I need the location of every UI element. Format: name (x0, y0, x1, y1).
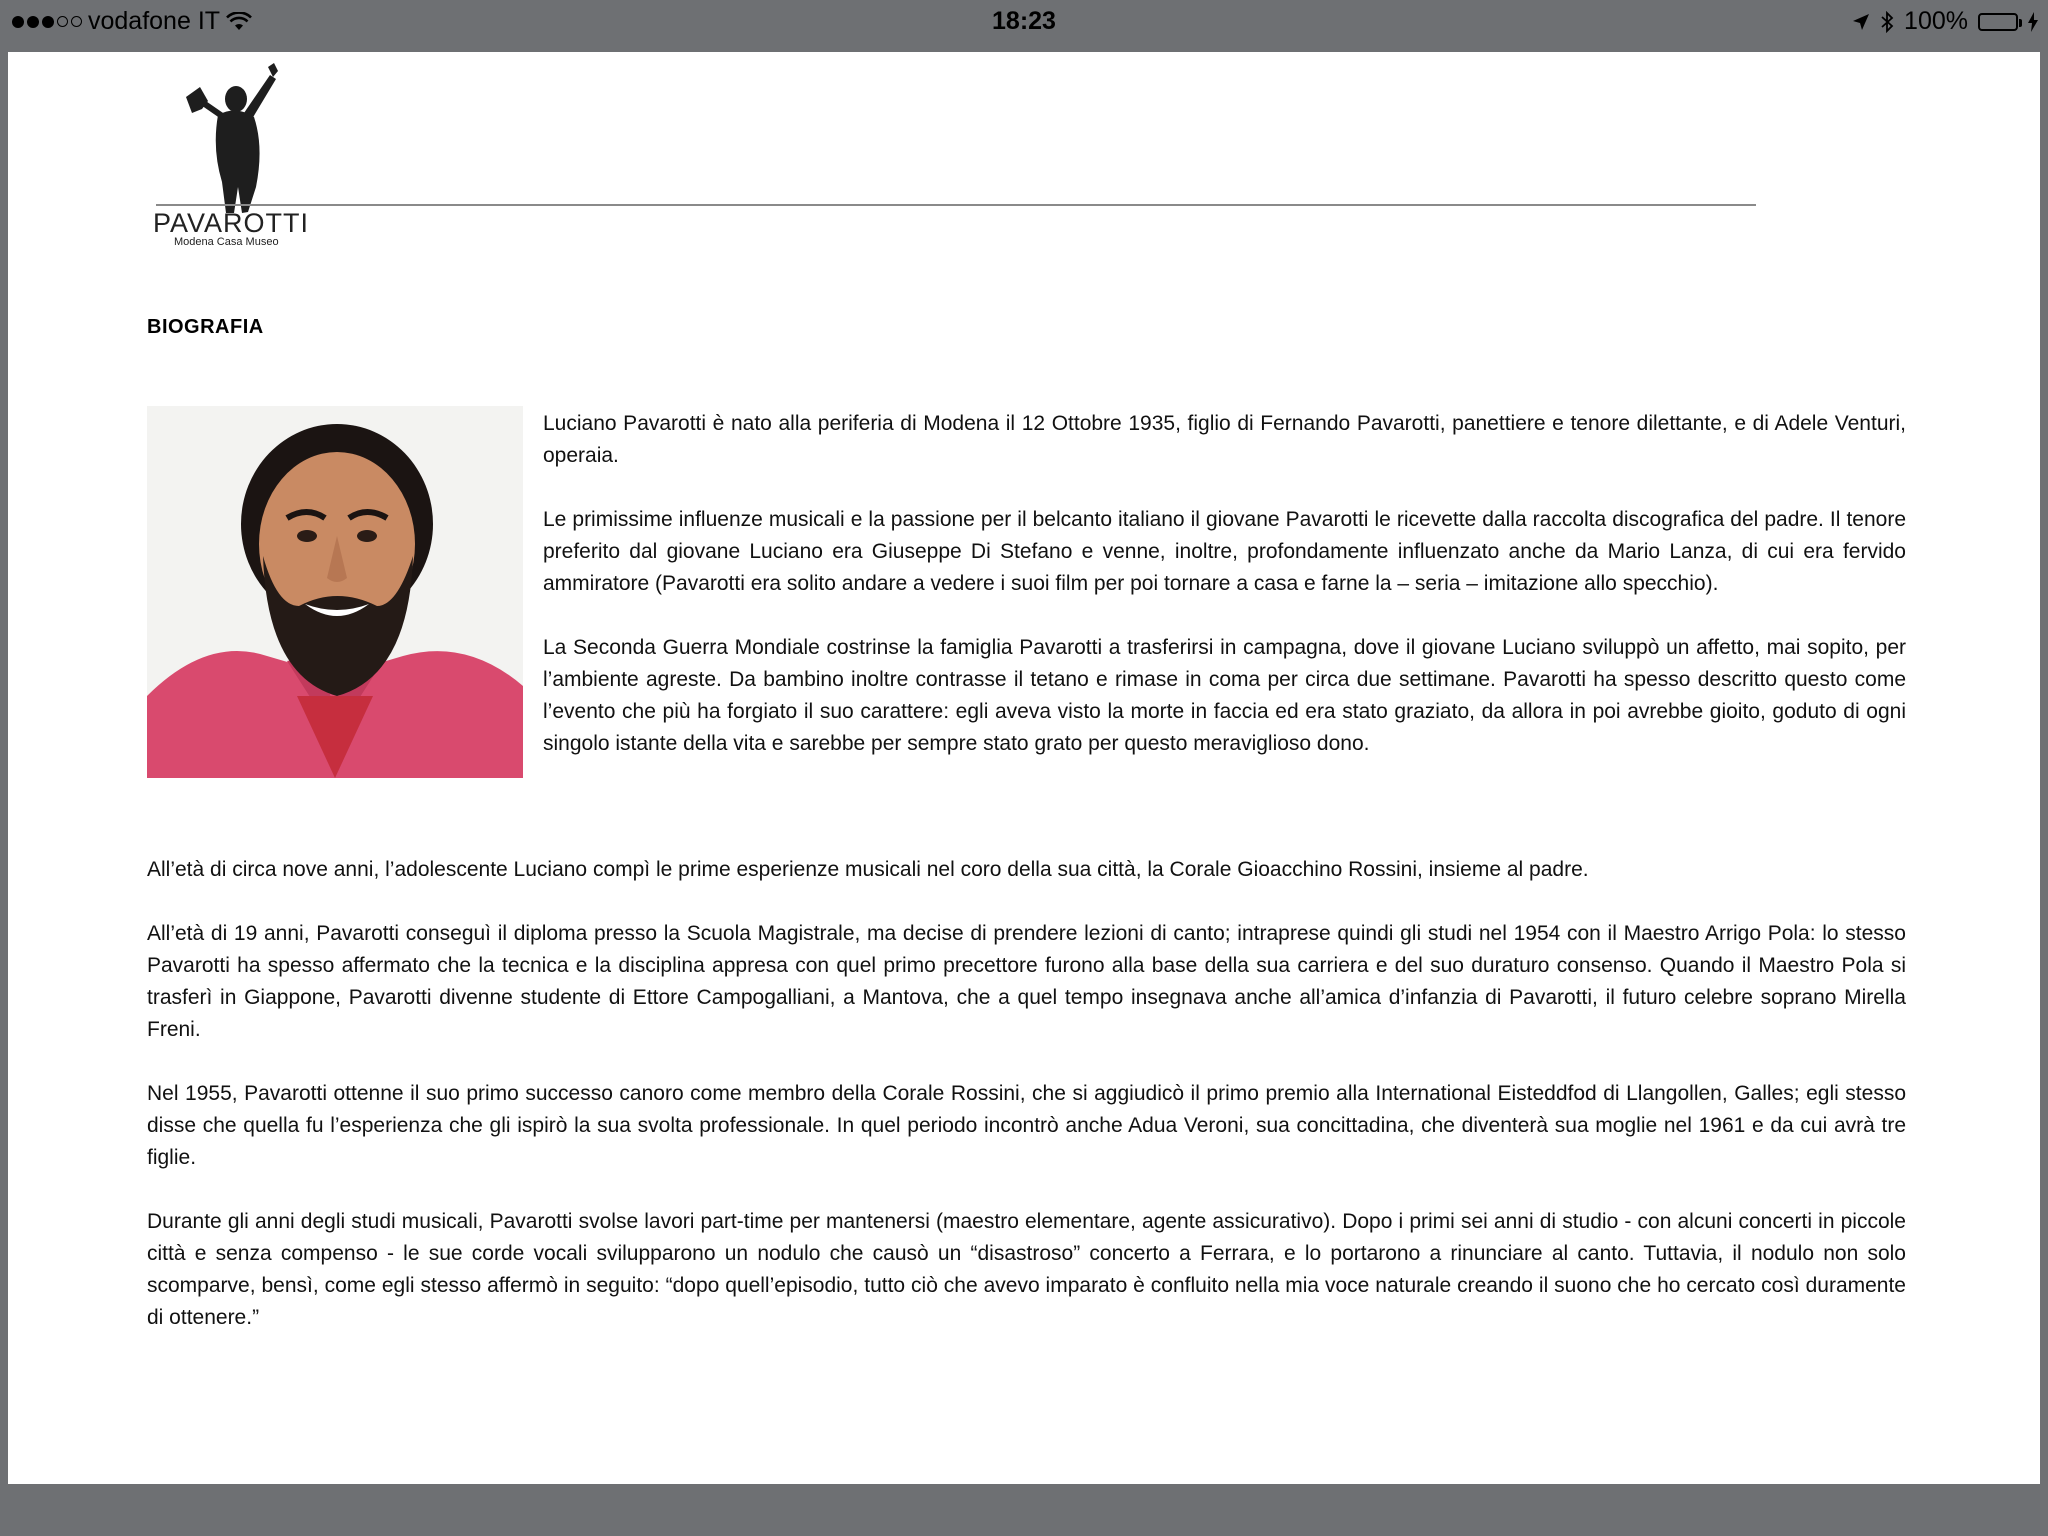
header-divider (156, 204, 1756, 206)
page (8, 52, 2040, 1484)
battery-percent: 100% (1904, 7, 1968, 35)
paragraph-1: Luciano Pavarotti è nato alla periferia di Modena il 12 Ottobre 1935, figlio di Fernando Pavarotti, panettiere e tenore dilettante, e di Adele Venturi, operaia. (543, 412, 1906, 467)
clock: 18:23 (992, 7, 1056, 35)
battery-icon (1978, 13, 2018, 31)
paragraph-2: Le primissime influenze musicali e la passione per il belcanto italiano il giovane Pavarotti le ricevette dalla raccolta discografica del padre. Il tenore preferito dal giovane Luciano era Giuseppe Di Stefano e venne, inoltre, profondamente influenzato anche da Mario Lanza, di cui era fervido ammiratore (Pavarotti era solito andare a vedere i suoi film per poi tornare a casa e farne la – seria – imitazione allo specchio). (543, 508, 1906, 595)
paragraph-3: La Seconda Guerra Mondiale costrinse la famiglia Pavarotti a trasferirsi in campagna, dove il giovane Luciano sviluppò un affetto, mai sopito, per l’ambiente agreste. Da bambino inoltre contrasse il tetano e rimase in coma per circa due settimane. Pavarotti ha spesso descritto questo come l’evento che più ha forgiato il suo carattere: egli aveva visto la morte in faccia ed era stato graziato, da allora in poi avrebbe gioito, goduto di ogni singolo istante della vita e sarebbe per sempre stato grato per questo meraviglioso dono. (543, 636, 1906, 755)
logo-subtitle: Modena Casa Museo (174, 236, 279, 248)
carrier-label: vodafone IT (88, 7, 221, 35)
bluetooth-icon (1880, 11, 1894, 33)
section-title: BIOGRAFIA (147, 316, 264, 338)
paragraph-7: Durante gli anni degli studi musicali, Pavarotti svolse lavori part-time per mantenersi (maestro elementare, agente assicurativo). Dopo i primi sei anni di studio - con alcuni concerti in piccole città e senza compenso - le sue corde vocali svilupparono un nodulo che causò un “disastroso” concerto a Ferrara, e lo portarono a rinunciare al canto. Tuttavia, il nodulo non solo scomparve, bensì, come egli stesso affermò in seguito: “dopo quell’episodio, tutto ciò che avevo imparato è confluito nella mia voce naturale creando il suono che ho cercato così duramente di ottenere.” (147, 1210, 1906, 1329)
logo-title: PAVAROTTI (153, 208, 310, 238)
intro-text-column (543, 408, 1906, 760)
paragraph-5: All’età di 19 anni, Pavarotti conseguì il diploma presso la Scuola Magistrale, ma decise di prendere lezioni di canto; intraprese quindi gli studi nel 1954 con il Maestro Arrigo Pola: lo stesso Pavarotti ha spesso affermato che la tecnica e la disciplina appresa con quel primo precettore furono alla base della sua carriera e del suo duraturo consenso. Quando il Maestro Pola si trasferì in Giappone, Pavarotti divenne studente di Ettore Campogalliani, a Mantova, che a quel tempo insegnava anche all’amica d’infanzia di Pavarotti, il futuro celebre soprano Mirella Freni. (147, 922, 1906, 1041)
pavarotti-silhouette-logo (178, 57, 288, 217)
paragraph-4: All’età di circa nove anni, l’adolescente Luciano compì le prime esperienze musicali nel coro della sua città, la Corale Gioacchino Rossini, insieme al padre. (147, 858, 1589, 881)
pavarotti-portrait-image (147, 406, 523, 778)
paragraph-6: Nel 1955, Pavarotti ottenne il suo primo successo canoro come membro della Corale Rossini, che si aggiudicò il primo premio alla International Eisteddfod di Llangollen, Galles; egli stesso disse che quella fu l’esperienza che gli ispirò la sua svolta professionale. In quel periodo incontrò anche Adua Veroni, sua concittadina, che diventerà sua moglie nel 1961 e da cui avrà tre figlie. (147, 1082, 1906, 1169)
status-bar (0, 0, 2048, 42)
charging-bolt-icon (2028, 12, 2038, 32)
status-right (1852, 7, 2038, 36)
biography-body (147, 854, 1906, 1334)
location-arrow-icon (1852, 13, 1870, 31)
